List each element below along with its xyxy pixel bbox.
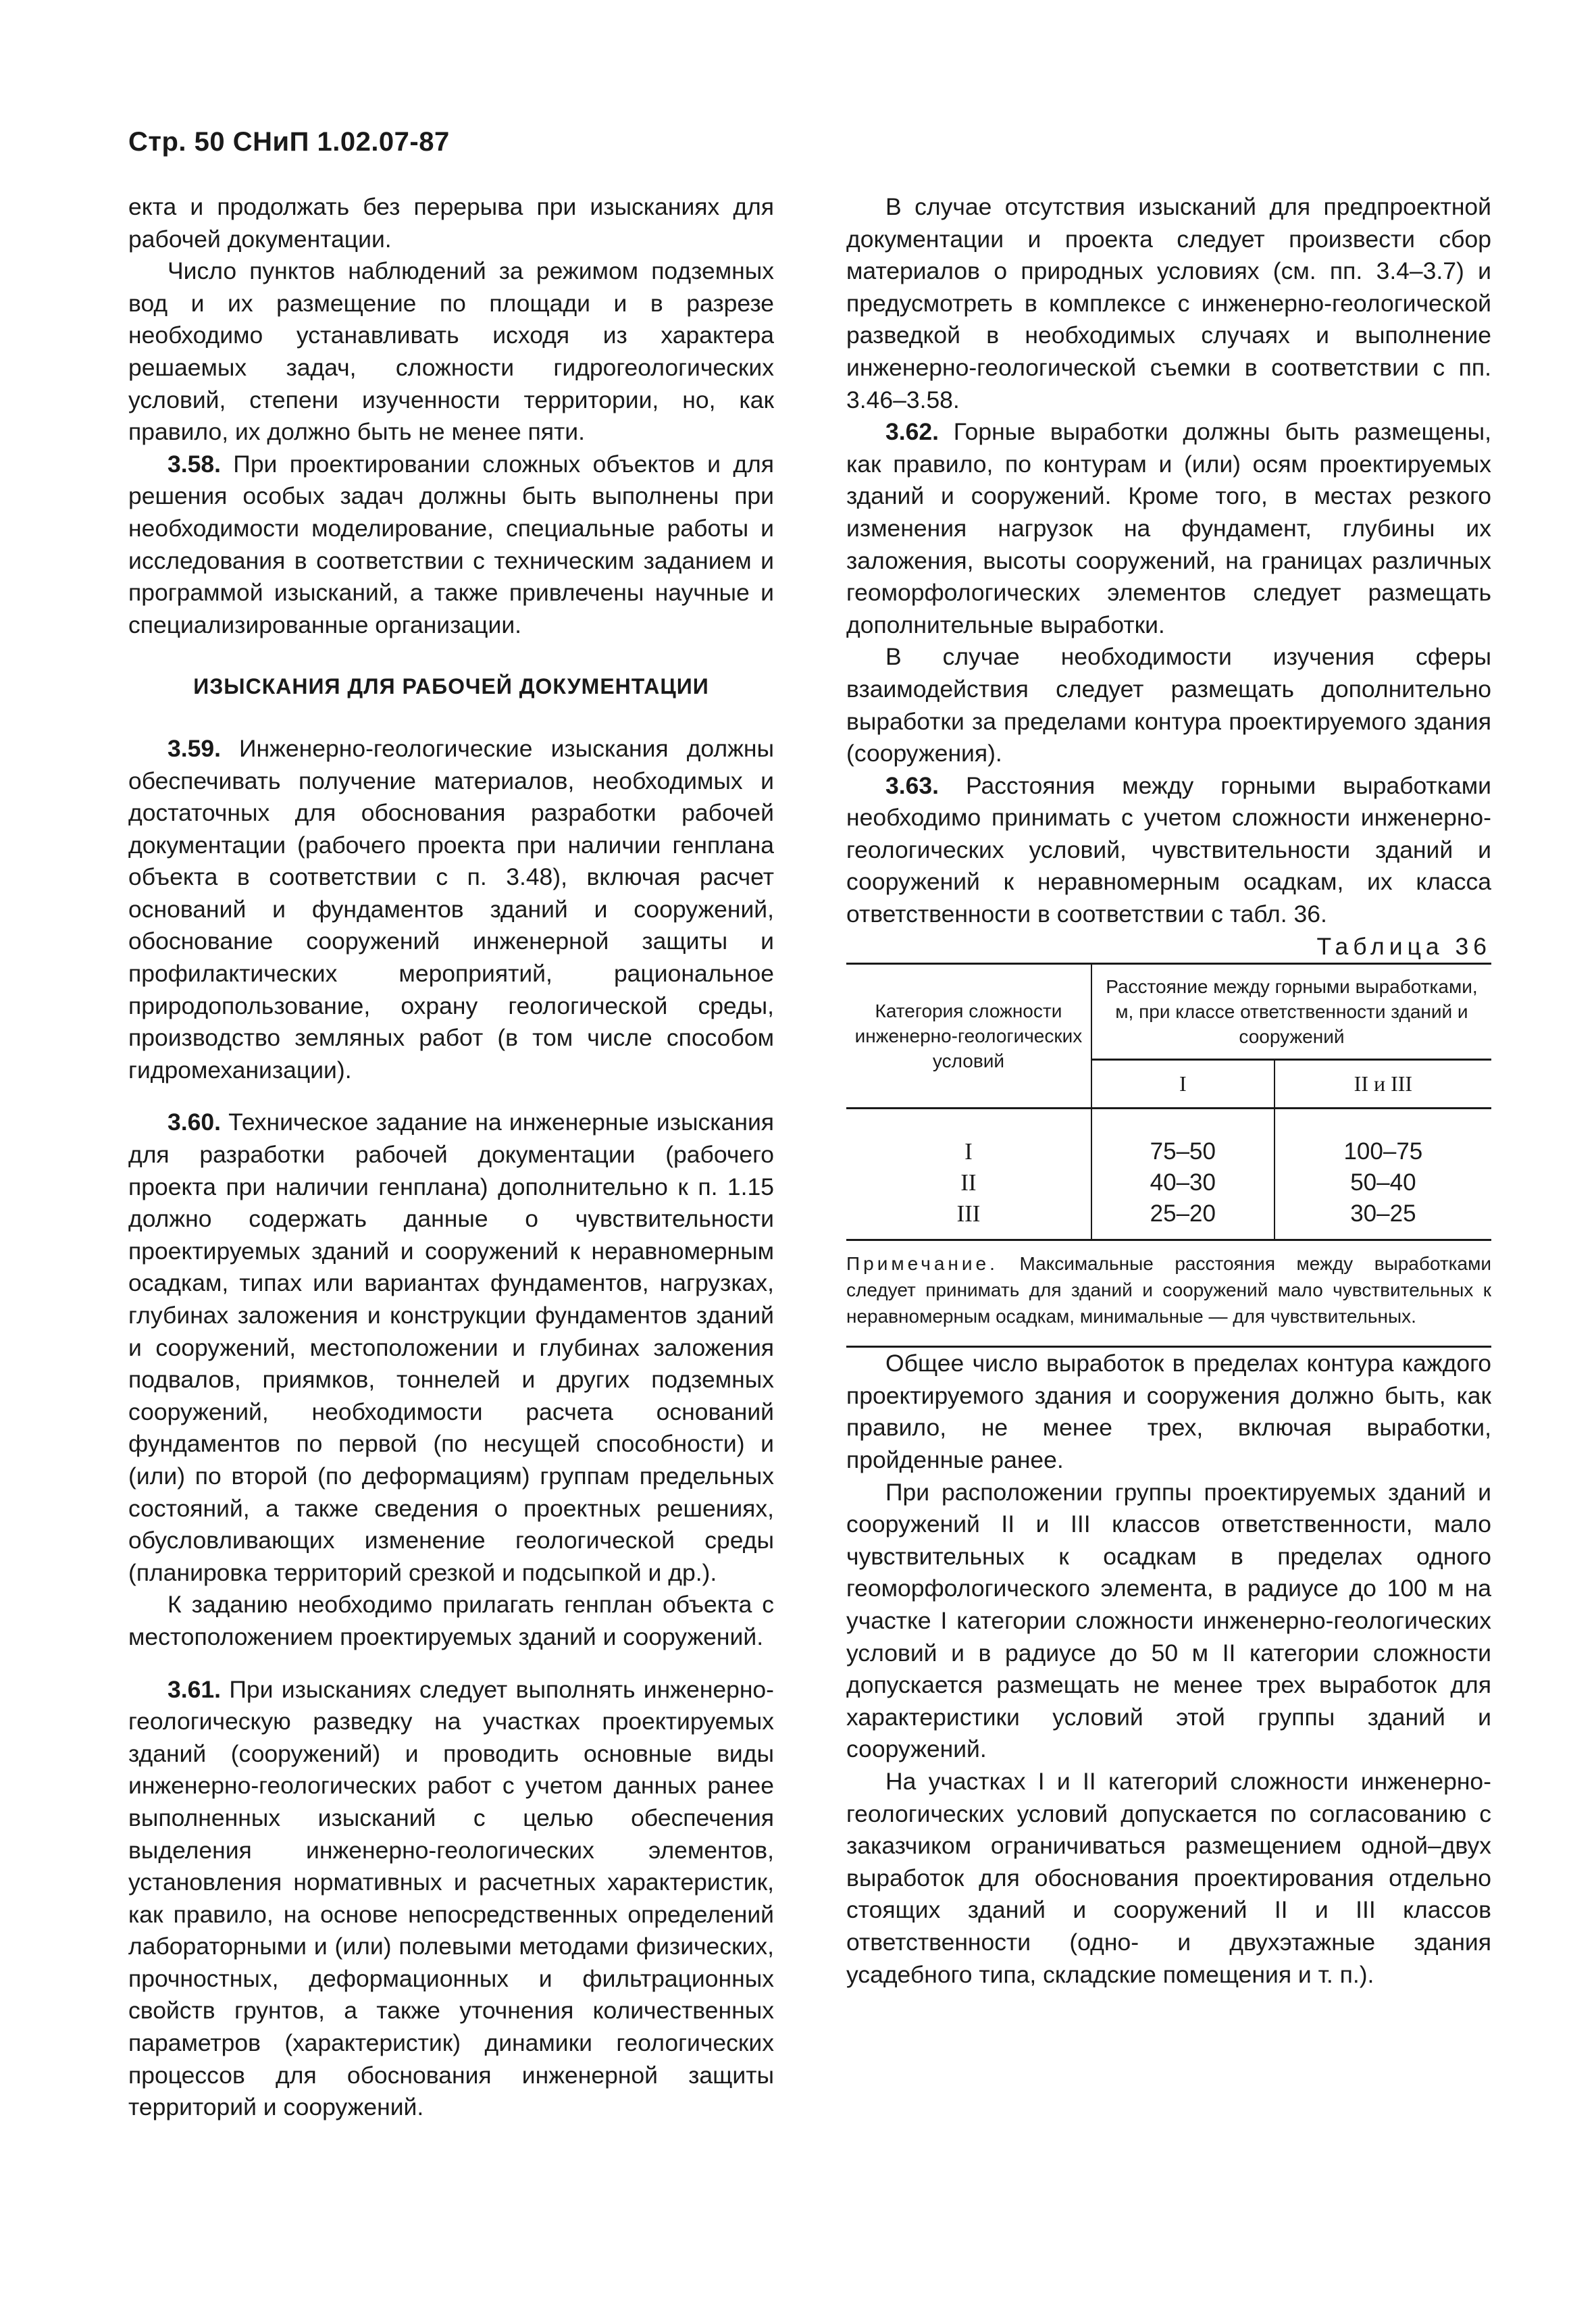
table-cell-category: I [846,1109,1091,1168]
table-cell-category: III [846,1198,1091,1240]
clause-text: Расстояния между горными выработками необходимо принимать с учетом сложности инженерно-геологических условий, чувствительности зданий и сооружений к неравномерным осадкам, их класса ответственности в соответствии с табл. 36. [846,771,1491,928]
paragraph-categories: На участках I и II категорий сложности инженерно-геологических условий допускается по согласованию с заказчиком ограничиваться размещением одной–двух выработок для обоснования проектирования отдельно стоящих зданий и сооружений II и III классов ответственности (одно- и двухэтажные здания усадебного типа, складские помещения и т. п.). [846,1767,1491,1988]
clause-number: 3.59. [168,734,221,762]
clause-text: При проектировании сложных объектов и для решения особых задач должны быть выполнены при необходимости моделирование, специальные работы и исследования в соответствии с техническим заданием и программой изысканий, а также привлечены научные и специализированные организации. [128,450,774,638]
clause-number: 3.61. [168,1675,221,1703]
left-column [128,191,774,2124]
table-row [846,1167,1491,1198]
table-cell-class-ii-iii: 100–75 [1343,1138,1423,1165]
clause-3-59 [128,733,774,1087]
paragraph-continuation: екта и продолжать без перерыва при изысканиях для рабочей документации. [128,193,774,253]
clause-text: Техническое задание на инженерные изыскания для разработки рабочей документации (рабочего проекта при наличии генплана) дополнительно к п. 1.15 должно содержать данные о чувствительности проектируемых зданий и сооружений к неравномерным осадкам, типах или вариантах фундаментов, нагрузках, глубинах заложения и конструкции фундаментов зданий и сооружений, местоположении и глубинах заложения подвалов, приямков, тоннелей и других подземных сооружений, необходимости расчета оснований фундаментов по первой (по несущей способности) и (или) по второй (по деформациям) группам предельных состояний, а также сведения о проектных решениях, обусловливающих изменение геологической среды (планировка территорий срезкой и подсыпкой и др.). [128,1109,774,1586]
clause-text: Горные выработки должны быть размещены, как правило, по контурам и (или) осям проектируемых зданий и сооружений. Кроме того, в местах резкого изменения нагрузок на фундамент, глубины их заложения, высоты сооружений, на границах различных геоморфологических элементов следует размещать дополнительные выработки. [846,418,1491,638]
table-header-category: Категория сложности инженерно-геологических условий [846,964,1091,1109]
paragraph-genplan: К заданию необходимо прилагать генплан объекта с местоположением проектируемых зданий и сооружений. [128,1591,774,1650]
table-cell-class-ii-iii: 30–25 [1350,1200,1416,1227]
clause-3-62 [846,416,1491,641]
clause-3-61 [128,1674,774,2124]
table-cell-class-i: 75–50 [1091,1109,1275,1168]
clause-3-63 [846,770,1491,931]
table-note [846,1250,1491,1348]
table-cell-class-i: 40–30 [1091,1167,1275,1198]
table-header-distance: Расстояние между горными выработками, м, при классе ответственности зданий и сооружений [1091,964,1491,1060]
page-header: Стр. 50 СНиП 1.02.07-87 [128,127,450,157]
right-column [846,191,1491,1991]
note-text: Максимальные расстояния между выработками следует принимать для зданий и сооружений мало чувствительных к неравномерным осадкам, минимальные — для чувствительных. [846,1253,1491,1327]
table-subheader-class-ii-iii: II и III [1275,1060,1491,1109]
clause-text: При изысканиях следует выполнять инженерно-геологическую разведку на участках проектируемых зданий (сооружений) и проводить основные виды инженерно-геологических работ с учетом данных ранее выполненных изысканий с целью обеспечения выделения инженерно-геологических элементов, установления нормативных и расчетных характеристик, как правило, на основе непосредственных определений лабораторными и (или) полевыми методами физических, прочностных, деформационных и фильтрационных свойств грунтов, а также уточнения количественных параметров (характеристик) динамики геологических процессов для обоснования инженерной защиты территорий и сооружений. [128,1675,774,2121]
table-caption: Таблица 36 [1316,932,1491,960]
table-row [846,1109,1491,1168]
table-subheader-class-i: I [1091,1060,1275,1109]
clause-number: 3.63. [885,771,939,799]
paragraph-groundwater: Число пунктов наблюдений за режимом подземных вод и их размещение по площади и в разрезе необходимо устанавливать исходя из характера решаемых задач, сложности гидрогеологических условий, степени изученности территории, но, как правило, их должно быть не менее пяти. [128,257,774,446]
clause-3-60 [128,1107,774,1589]
paragraph-no-surveys: В случае отсутствия изысканий для предпроектной документации и проекта следует произвести сбор материалов о природных условиях (см. пп. 3.4–3.7) и предусмотреть в комплексе с инженерно-геологической разведкой в необходимых случаях и выполнение инженерно-геологической съемки в соответствии с пп. 3.46–3.58. [846,193,1491,413]
table-36 [846,963,1491,1250]
note-label: Примечание. [846,1253,998,1275]
table-divider [846,1240,1491,1251]
clause-number: 3.60. [168,1109,221,1136]
clause-number: 3.58. [168,450,221,478]
table-row [846,1198,1491,1240]
paragraph-interaction: В случае необходимости изучения сферы взаимодействия следует размещать дополнительно выработки за пределами контура проектируемого здания (сооружения). [846,643,1491,767]
section-title: ИЗЫСКАНИЯ ДЛЯ РАБОЧЕЙ ДОКУМЕНТАЦИИ [193,674,709,699]
table-cell-class-ii-iii: 50–40 [1350,1169,1416,1196]
paragraph-group-placement: При расположении группы проектируемых зданий и сооружений II и III классов ответственности, мало чувствительных к осадкам в пределах одного геоморфологического элемента, в радиусе до 100 м на участке I категории сложности инженерно-геологических условий и в радиусе до 50 м II категории сложности допускается размещать не менее трех выработок для характеристики условий этой группы зданий и сооружений. [846,1478,1491,1763]
clause-text: Инженерно-геологические изыскания должны обеспечивать получение материалов, необходимых и достаточных для обоснования разработки рабочей документации (рабочего проекта при наличии генплана объекта в соответствии с п. 3.48), включая расчет оснований и фундаментов зданий и сооружений, обоснование сооружений инженерной защиты и профилактических мероприятий, рациональное природопользование, охрану геологической среды, производство земляных работ (в том числе способом гидромеханизации). [128,734,774,1084]
clause-number: 3.62. [885,418,939,446]
clause-3-58 [128,449,774,642]
table-cell-category: II [846,1167,1091,1198]
table-cell-class-i: 25–20 [1091,1198,1275,1240]
paragraph-total-workings: Общее число выработок в пределах контура каждого проектируемого здания и сооружения должно быть, как правило, не менее трех, включая выработки, пройденные ранее. [846,1350,1491,1474]
